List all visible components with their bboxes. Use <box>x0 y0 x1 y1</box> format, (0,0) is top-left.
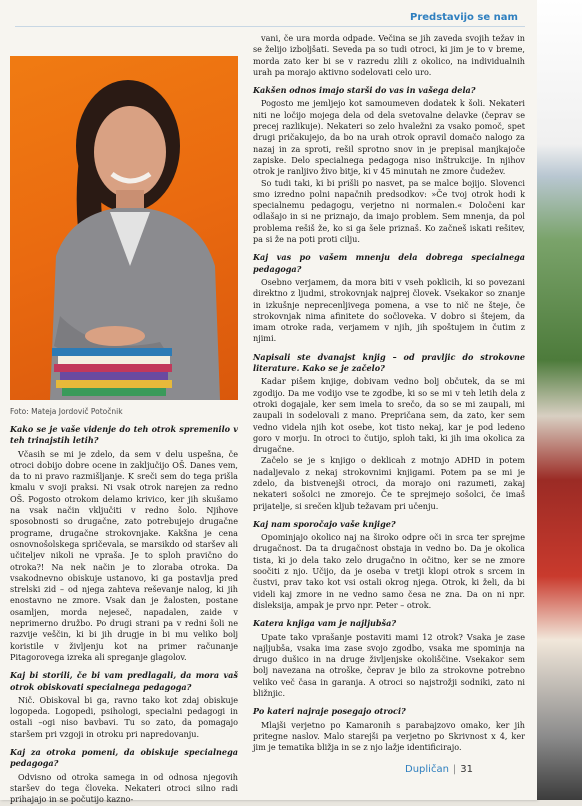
section-title: Predstavijo se nam <box>410 12 518 23</box>
page-footer <box>405 764 473 775</box>
interview-answer: Začelo se je s knjigo o deklicah z motnjo ADHD in potem nadaljevalo z nekaj strokovnimi knjigami. Potem pa se mi je zdelo, da bistvenejši otroci, da morajo oni razumeti, zakaj nekateri sošolci ne zmorejo. Če te sprejmejo sošolci, če imaš prijatelje, si srečen kljub težavam pri učenju. <box>253 455 525 511</box>
interview-question: Kako se je vaše videnje do teh otrok spremenilo v teh trinajstih letih? <box>10 424 238 446</box>
interview-answer: Nič. Obiskoval bi ga, ravno tako kot zdaj obiskuje logopeda. Logopedi, psihologi, specialni pedagogi in ostali –ogi niso bavbavi. Tu so zato, da pomagajo staršem pri vzgoji in otroku pri napredovanju. <box>10 694 238 739</box>
interview-answer: Opominjajo okolico naj na široko odpre oči in srca ter sprejme drugačnost. Da ta drugačnost obstaja in vedno bo. Da je okolica tista, ki jo dela tako zelo drugačno in očitno, ker se ne zmore soočiti z njo. Učijo, da je oseba v tretji klopi otrok s srcem in čustvi, prav tako kot vsi ostali okrog njega. Otrok, ki želi, da bi videli kaj zmore in ne vedno samo česa ne zna. Da on ni npr. disleksija, ampak je prvo npr. Peter – otrok. <box>253 532 525 610</box>
interview-question: Kaj vas po vašem mnenju dela dobrega specialnega pedagoga? <box>253 252 525 274</box>
article-column-right <box>253 33 525 753</box>
interview-question: Kaj bi storili, če bi vam predlagali, da mora vaš otrok obiskovati specialnega pedagoga? <box>10 670 238 692</box>
photo-caption: Foto: Mateja Jordovič Potočnik <box>10 407 123 416</box>
interview-question: Kakšen odnos imajo starši do vas in vašega dela? <box>253 85 476 96</box>
interview-answer: Kadar pišem knjige, dobivam vedno bolj občutek, da se mi zgodijo. Da me vodijo vse te zgodbe, ki so se mi v teh letih dela z otroki dogajale, ker sem imela to srečo, da so se mi zaupali, mi zaupali in sodelovali z mano. Prepričana sem, da zato, ker sem vedno videla njih kot osebe, kot tisto nekaj, kar je pod ledeno goro v morju. In otroci to čutijo, sploh taki, ki jih ima okolica za drugačne. <box>253 376 525 455</box>
interview-question: Katera knjiga vam je najljubša? <box>253 618 397 629</box>
portrait-illustration <box>10 56 238 400</box>
magazine-name: Dupličan <box>405 764 449 775</box>
footer-separator: | <box>452 764 457 775</box>
interview-answer: Osebno verjamem, da mora biti v vseh poklicih, ki so povezani direktno z ljudmi, strokovnjak najprej človek. Vsekakor so znanje in izkušnje neprecenljivega pomena, a vse to nič ne šteje, če strokovnjak nima afinitete do sočloveka. V dobro si štejem, da imam otroke rada, verjamem v njih, jih spoštujem in čutim z njimi. <box>253 276 525 344</box>
interview-answer: So tudi taki, ki bi prišli po nasvet, pa se malce bojijo. Slovenci smo izredno polni napačnih predsodkov: »Če tvoj otrok hodi k specialnemu pedagogu, verjetno ni normalen.« Določeni kar odlašajo in si ne priznajo, da imajo problem. Sem mnenja, da pol problema rešiš že, ko si ga šele priznaš. Ko začneš iskati rešitev, pa si že na poti proti cilju. <box>253 177 525 245</box>
interview-answer: Upate tako vprašanje postaviti mami 12 otrok? Vsaka je zase najljubša, vsaka ima zase svojo zgodbo, vsaka me spominja na drugo dušico in na druge življenjske okoliščine. Vsekakor sem bolj navezana na otroške, čeprav je bilo za strokovne potrebno veliko več časa in garanja. A otroci so najstrožji sodniki, zato ni bližnjic. <box>253 631 525 699</box>
header-rule <box>15 26 525 27</box>
interview-answer: Včasih se mi je zdelo, da sem v delu uspešna, če otroci dobijo dobre ocene in zaključijo OŠ. Danes vem, da to ni pravo razmišljanje. K sreči sem do tega prišla kmalu v svoji praksi. Ni vsak otrok narejen za redno OŠ. Pogosto otrokom delamo krivico, ker jih skušamo na vsak način vključiti v redno šolo. Njihove sposobnosti so drugačne, zato potrebujejo drugačne programe, drugačne strokovnjake. Kakšna je cena osnovnošolskega spričevala, se marsikdo od staršev ali učiteljev nikoli ne vpraša. Je to sploh pravično do otroka?! Na nek način je to zloraba otroka. Da vsakodnevno obiskuje ustanovo, ki ga postavlja pred strelski zid – od njega zahteva reševanje nalog, ki jih enostavno ne zmore. Vsak dan je žalosten, postane osamljen, morda nejeseč, napadalen, zaide v neprimerno družbo. Po drugi strani pa v redni šoli ne razvije veščin, ki bi jih drugje in bi mu veliko bolj koristile v življenju kot na primer računanje Pitagorovega izreka ali spreganje glagolov. <box>10 448 238 662</box>
interview-question: Po kateri najraje posegajo otroci? <box>253 706 406 717</box>
adjacent-page-strip <box>537 0 582 800</box>
interview-question: Kaj nam sporočajo vaše knjige? <box>253 518 396 529</box>
interview-question: Kaj za otroka pomeni, da obiskuje specialnega pedagoga? <box>10 747 238 769</box>
page-number: 31 <box>460 764 474 775</box>
portrait-photo <box>10 56 238 400</box>
interview-answer: vani, če ura morda odpade. Večina se jih zaveda svojih težav in se želijo izboljšati. Seveda pa so tudi otroci, ki jim je to v breme, morda zato ker bi se v razredu zlili z okolico, na individualnih urah pa morajo aktivno sodelovati celo uro. <box>253 33 525 77</box>
interview-answer: Pogosto me jemljejo kot samoumeven dodatek k šoli. Nekateri niti ne ločijo mojega dela od dela svetovalne delavke (čeprav se precej razlikuje). Nekateri so zelo hvaležni za vsako pomoč, spet drugi pričakujejo, da bo na urah otrok opravil domačo nalogo za nazaj in za sproti, rešil sprotno snov in je prepisal manjkajoče zapiske. Delo specialnega pedagoga niso inštrukcije. In njihov otrok je ranljivo živo bitje, ki v 45 minutah ne zmore čudežev. <box>253 98 525 177</box>
interview-answer: Mlajši verjetno po Kamaronih s parabajzovo omako, ker jih pritegne naslov. Malo starejši pa verjetno po Skrivnost x 4, ker jim je tematika bližja in se z njo lažje identificirajo. <box>253 719 525 753</box>
interview-answer: Odvisno od otroka samega in od odnosa njegovih staršev do tega človeka. Nekateri otroci silno radi prihajajo in se počutijo kazno- <box>10 771 238 805</box>
article-column-left <box>10 424 238 805</box>
interview-question: Napisali ste dvanajst knjig – od pravljic do strokovne literature. Kako se je začelo? <box>253 351 525 374</box>
